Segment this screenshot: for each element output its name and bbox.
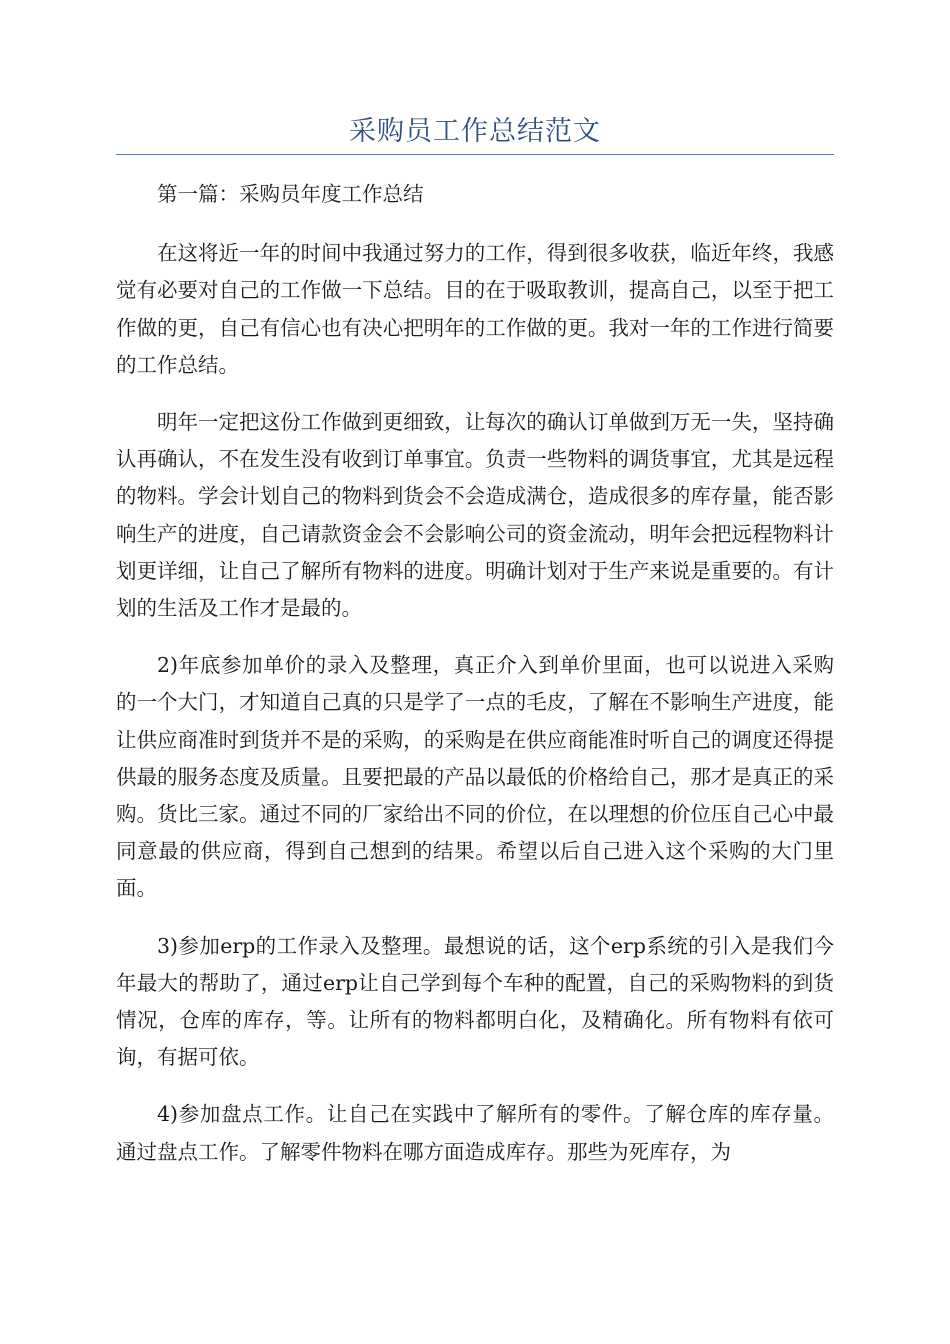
- document-title: 采购员工作总结范文: [349, 116, 601, 147]
- section-heading: 第一篇：采购员年度工作总结: [157, 182, 424, 206]
- paragraph-item-4: 4)参加盘点工作。让自己在实践中了解所有的零件。了解仓库的库存量。通过盘点工作。了解零件物料在哪方面造成库存。那些为死库存，为: [116, 1102, 834, 1164]
- paragraph-plan: 明年一定把这份工作做到更细致，让每次的确认订单做到万无一失，坚持确认再确认，不在发生没有收到订单事宜。负责一些物料的调货事宜，尤其是远程的物料。学会计划自己的物料到货会不会造成满仓，造成很多的库存量，能否影响生产的进度，自己请款资金会不会影响公司的资金流动，明年会把远程物料计划更详细，让自己了解所有物料的进度。明确计划对于生产来说是重要的。有计划的生活及工作才是最的。: [116, 410, 834, 621]
- paragraph-intro: 在这将近一年的时间中我通过努力的工作，得到很多收获，临近年终，我感觉有必要对自己的工作做一下总结。目的在于吸取教训，提高自己，以至于把工作做的更，自己有信心也有决心把明年的工作做的更。我对一年的工作进行简要的工作总结。: [116, 241, 834, 377]
- title-underline: [116, 154, 834, 155]
- document-page: [116, 0, 834, 1344]
- paragraph-item-2: 2)年底参加单价的录入及整理，真正介入到单价里面，也可以说进入采购的一个大门，才知道自己真的只是学了一点的毛皮，了解在不影响生产进度，能让供应商准时到货并不是的采购，的采购是在供应商能准时听自己的调度还得提供最的服务态度及质量。且要把最的产品以最低的价格给自己，那才是真正的采购。货比三家。通过不同的厂家给出不同的价位，在以理想的价位压自己心中最同意最的供应商，得到自己想到的结果。希望以后自己进入这个采购的大门里面。: [116, 653, 834, 901]
- document-body: [116, 176, 834, 1191]
- paragraph-item-3: 3)参加erp的工作录入及整理。最想说的话，这个erp系统的引入是我们今年最大的帮助了，通过erp让自己学到每个车种的配置，自己的采购物料的到货情况，仓库的库存，等。让所有的物料都明白化，及精确化。所有物料有依可询，有据可依。: [116, 933, 834, 1070]
